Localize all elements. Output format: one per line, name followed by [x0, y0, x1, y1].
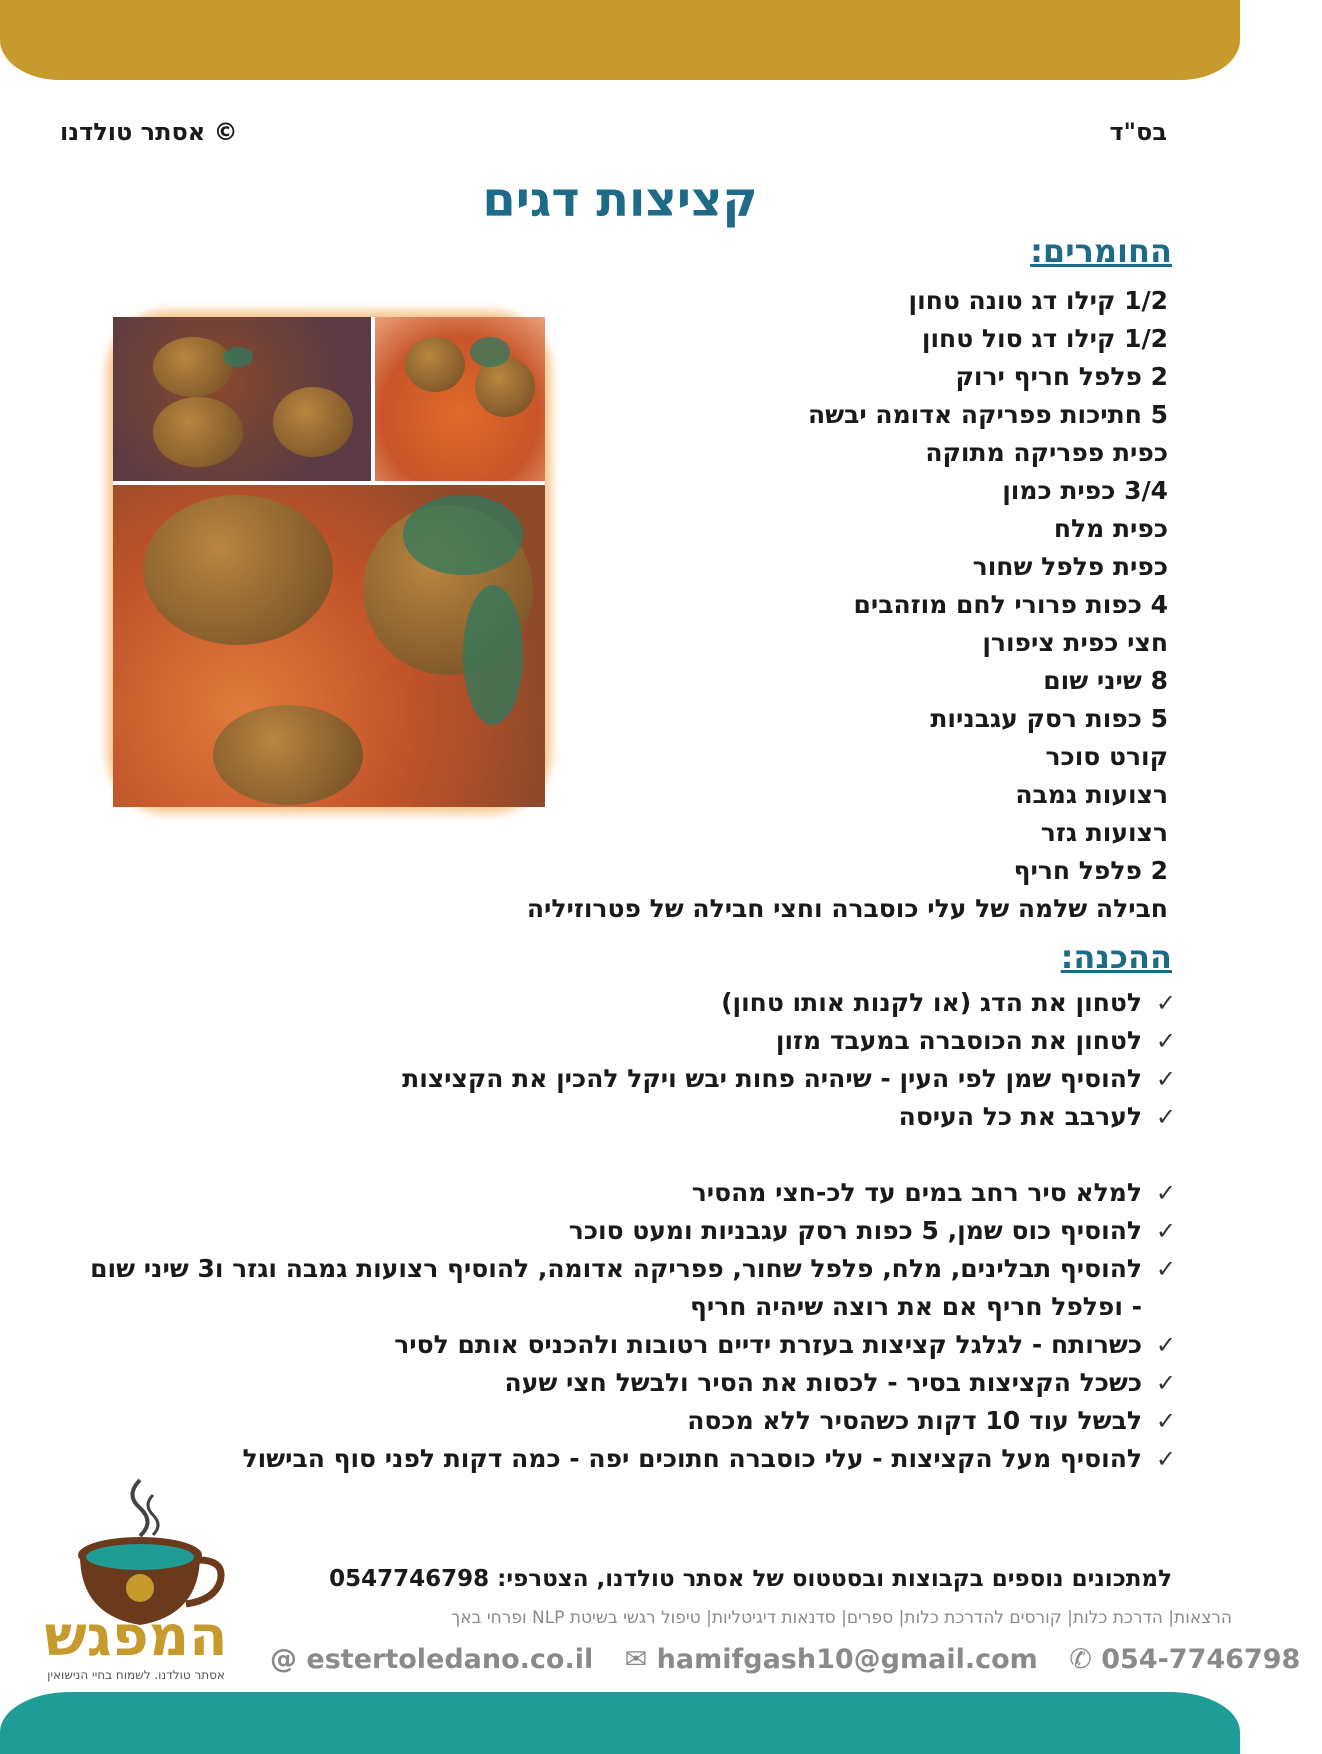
- check-icon: ✓: [1155, 1445, 1176, 1473]
- check-icon: ✓: [1155, 1065, 1176, 1093]
- step-text: לבשל עוד 10 דקות כשהסיר ללא מכסה: [687, 1406, 1142, 1435]
- ingredient-item: 1/2 קילו דג סול טחון: [921, 324, 1168, 353]
- step-item: [76, 1326, 1176, 1364]
- step-text: למלא סיר רחב במים עד לכ-חצי מהסיר: [691, 1178, 1142, 1207]
- email-link[interactable]: ✉ hamifgash10@gmail.com: [624, 1644, 1038, 1675]
- ingredient-item: 2 פלפל חריף: [1013, 856, 1168, 885]
- check-icon: ✓: [1155, 1369, 1176, 1397]
- services-list: הרצאות| הדרכת כלות| קורסים להדרכת כלות| ספרים| סדנאות דיגיטליות| טיפול רגשי בשיטת NLP ופרחי באך: [451, 1608, 1232, 1628]
- ingredient-item: 5 כפות רסק עגבניות: [930, 704, 1168, 733]
- step-item: [76, 1060, 1176, 1098]
- step-text: לטחון את הכוסברה במעבד מזון: [775, 1026, 1142, 1055]
- step-text: להוסיף שמן לפי העין - שיהיה פחות יבש ויקל להכין את הקציצות: [402, 1064, 1142, 1093]
- contact-line: [270, 1644, 1322, 1675]
- step-item: [76, 1250, 1176, 1326]
- logo-tagline: אסתר טולדנו. לשמוח בחיי הנישואין: [47, 1668, 225, 1682]
- ingredient-item: קורט סוכר: [1045, 742, 1168, 771]
- ingredient-item: רצועות גזר: [1040, 818, 1168, 847]
- ingredients-heading: החומרים:: [1030, 232, 1172, 270]
- ingredient-item: 3/4 כפית כמון: [1002, 476, 1168, 505]
- logo-wordmark: המפגש: [44, 1604, 228, 1669]
- ingredient-item: 8 שיני שום: [1043, 666, 1168, 695]
- check-icon: ✓: [1155, 1027, 1176, 1055]
- ingredient-item: 2 פלפל חריף ירוק: [955, 362, 1168, 391]
- check-icon: ✓: [1155, 1255, 1176, 1283]
- step-text: לערבב את כל העיסה: [898, 1102, 1142, 1131]
- step-item: [76, 1022, 1176, 1060]
- ingredient-item: 5 חתיכות פפריקה אדומה יבשה: [807, 400, 1168, 429]
- ingredients-list: [527, 282, 1168, 928]
- step-text: כשרותח - לגלגל קציצות בעזרת ידיים רטובות ולהכניס אותם לסיר: [394, 1330, 1142, 1359]
- ingredient-item: חצי כפית ציפורן: [982, 628, 1168, 657]
- bsd-mark: בס"ד: [1109, 118, 1167, 146]
- step-item: [76, 984, 1176, 1022]
- preparation-heading: ההכנה:: [1060, 938, 1172, 976]
- step-item: [76, 1212, 1176, 1250]
- step-text: לטחון את הדג (או לקנות אותו טחון): [721, 988, 1142, 1017]
- check-icon: ✓: [1155, 1103, 1176, 1131]
- top-decorative-band: [0, 0, 1240, 80]
- photo-panel-top-left: [113, 317, 371, 481]
- recipe-title: קציצות דגים: [482, 172, 758, 228]
- bottom-decorative-band: [0, 1692, 1240, 1754]
- fish-patties-photo-collage: [113, 317, 545, 807]
- check-icon: ✓: [1155, 1217, 1176, 1245]
- check-icon: ✓: [1155, 1331, 1176, 1359]
- step-text: כשכל הקציצות בסיר - לכסות את הסיר ולבשל חצי שעה: [504, 1368, 1142, 1397]
- ingredient-item: 4 כפות פרורי לחם מוזהבים: [853, 590, 1168, 619]
- check-icon: ✓: [1155, 1179, 1176, 1207]
- check-icon: ✓: [1155, 1407, 1176, 1435]
- ingredient-item: כפית מלח: [1053, 514, 1168, 543]
- step-text: להוסיף מעל הקציצות - עלי כוסברה חתוכים יפה - כמה דקות לפני סוף הבישול: [242, 1444, 1142, 1473]
- step-item: [76, 1098, 1176, 1136]
- phone-link[interactable]: ✆ 054-7746798: [1069, 1644, 1301, 1675]
- step-item: [76, 1174, 1176, 1212]
- ingredient-item: כפית פפריקה מתוקה: [925, 438, 1168, 467]
- website-link[interactable]: @ estertoledano.co.il: [270, 1644, 594, 1675]
- check-icon: ✓: [1155, 989, 1176, 1017]
- photo-panel-top-right: [375, 317, 545, 481]
- ingredient-item: 1/2 קילו דג טונה טחון: [908, 286, 1168, 315]
- step-text: להוסיף תבלינים, מלח, פלפל שחור, פפריקה אדומה, להוסיף רצועות גמבה וגזר ו3 שיני שום - ופלפל חריף אם את רוצה שיהיה חריף: [90, 1254, 1142, 1321]
- subscribe-line: למתכונים נוספים בקבוצות ובסטטוס של אסתר טולדנו, הצטרפי: 0547746798: [329, 1566, 1172, 1592]
- preparation-steps: [76, 984, 1176, 1478]
- photo-panel-main: [113, 485, 545, 807]
- ingredient-item: חבילה שלמה של עלי כוסברה וחצי חבילה של פטרוזיליה: [526, 894, 1168, 923]
- ingredient-item: רצועות גמבה: [1015, 780, 1168, 809]
- step-item: [76, 1402, 1176, 1440]
- ingredient-item: כפית פלפל שחור: [972, 552, 1168, 581]
- step-text: להוסיף כוס שמן, 5 כפות רסק עגבניות ומעט סוכר: [568, 1216, 1142, 1245]
- author-copyright: © אסתר טולדנו: [60, 118, 238, 146]
- step-item: [76, 1364, 1176, 1402]
